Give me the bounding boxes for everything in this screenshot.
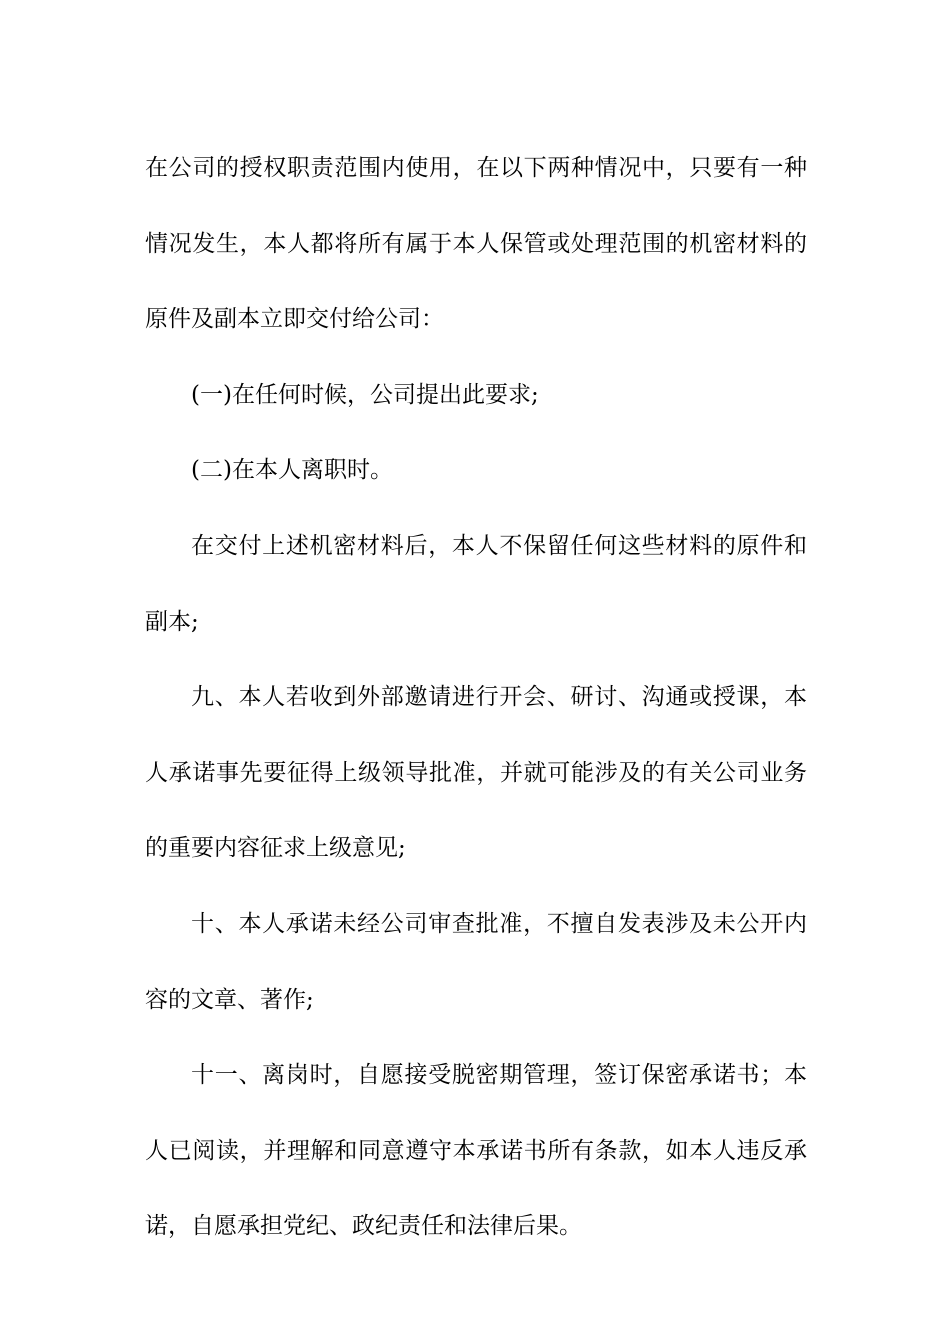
- document-body: [145, 131, 807, 1265]
- paragraph-clause-9: 九、本人若收到外部邀请进行开会、研讨、沟通或授课，本人承诺事先要征得上级领导批准，并就可能涉及的有关公司业务的重要内容征求上级意见;: [145, 684, 807, 862]
- paragraph-after-delivery: 在交付上述机密材料后，本人不保留任何这些材料的原件和副本;: [145, 532, 807, 635]
- paragraph-item-2: (二)在本人离职时。: [191, 457, 393, 484]
- paragraph-item-1: (一)在任何时候，公司提出此要求;: [191, 381, 539, 408]
- paragraph-clause-11: 十一、离岗时，自愿接受脱密期管理，签订保密承诺书；本人已阅读，并理解和同意遵守本承诺书所有条款，如本人违反承诺，自愿承担党纪、政纪责任和法律后果。: [145, 1062, 807, 1240]
- paragraph-continuation: 在公司的授权职责范围内使用，在以下两种情况中，只要有一种情况发生，本人都将所有属于本人保管或处理范围的机密材料的原件及副本立即交付给公司：: [145, 155, 807, 333]
- paragraph-clause-10: 十、本人承诺未经公司审查批准，不擅自发表涉及未公开内容的文章、著作;: [145, 910, 807, 1013]
